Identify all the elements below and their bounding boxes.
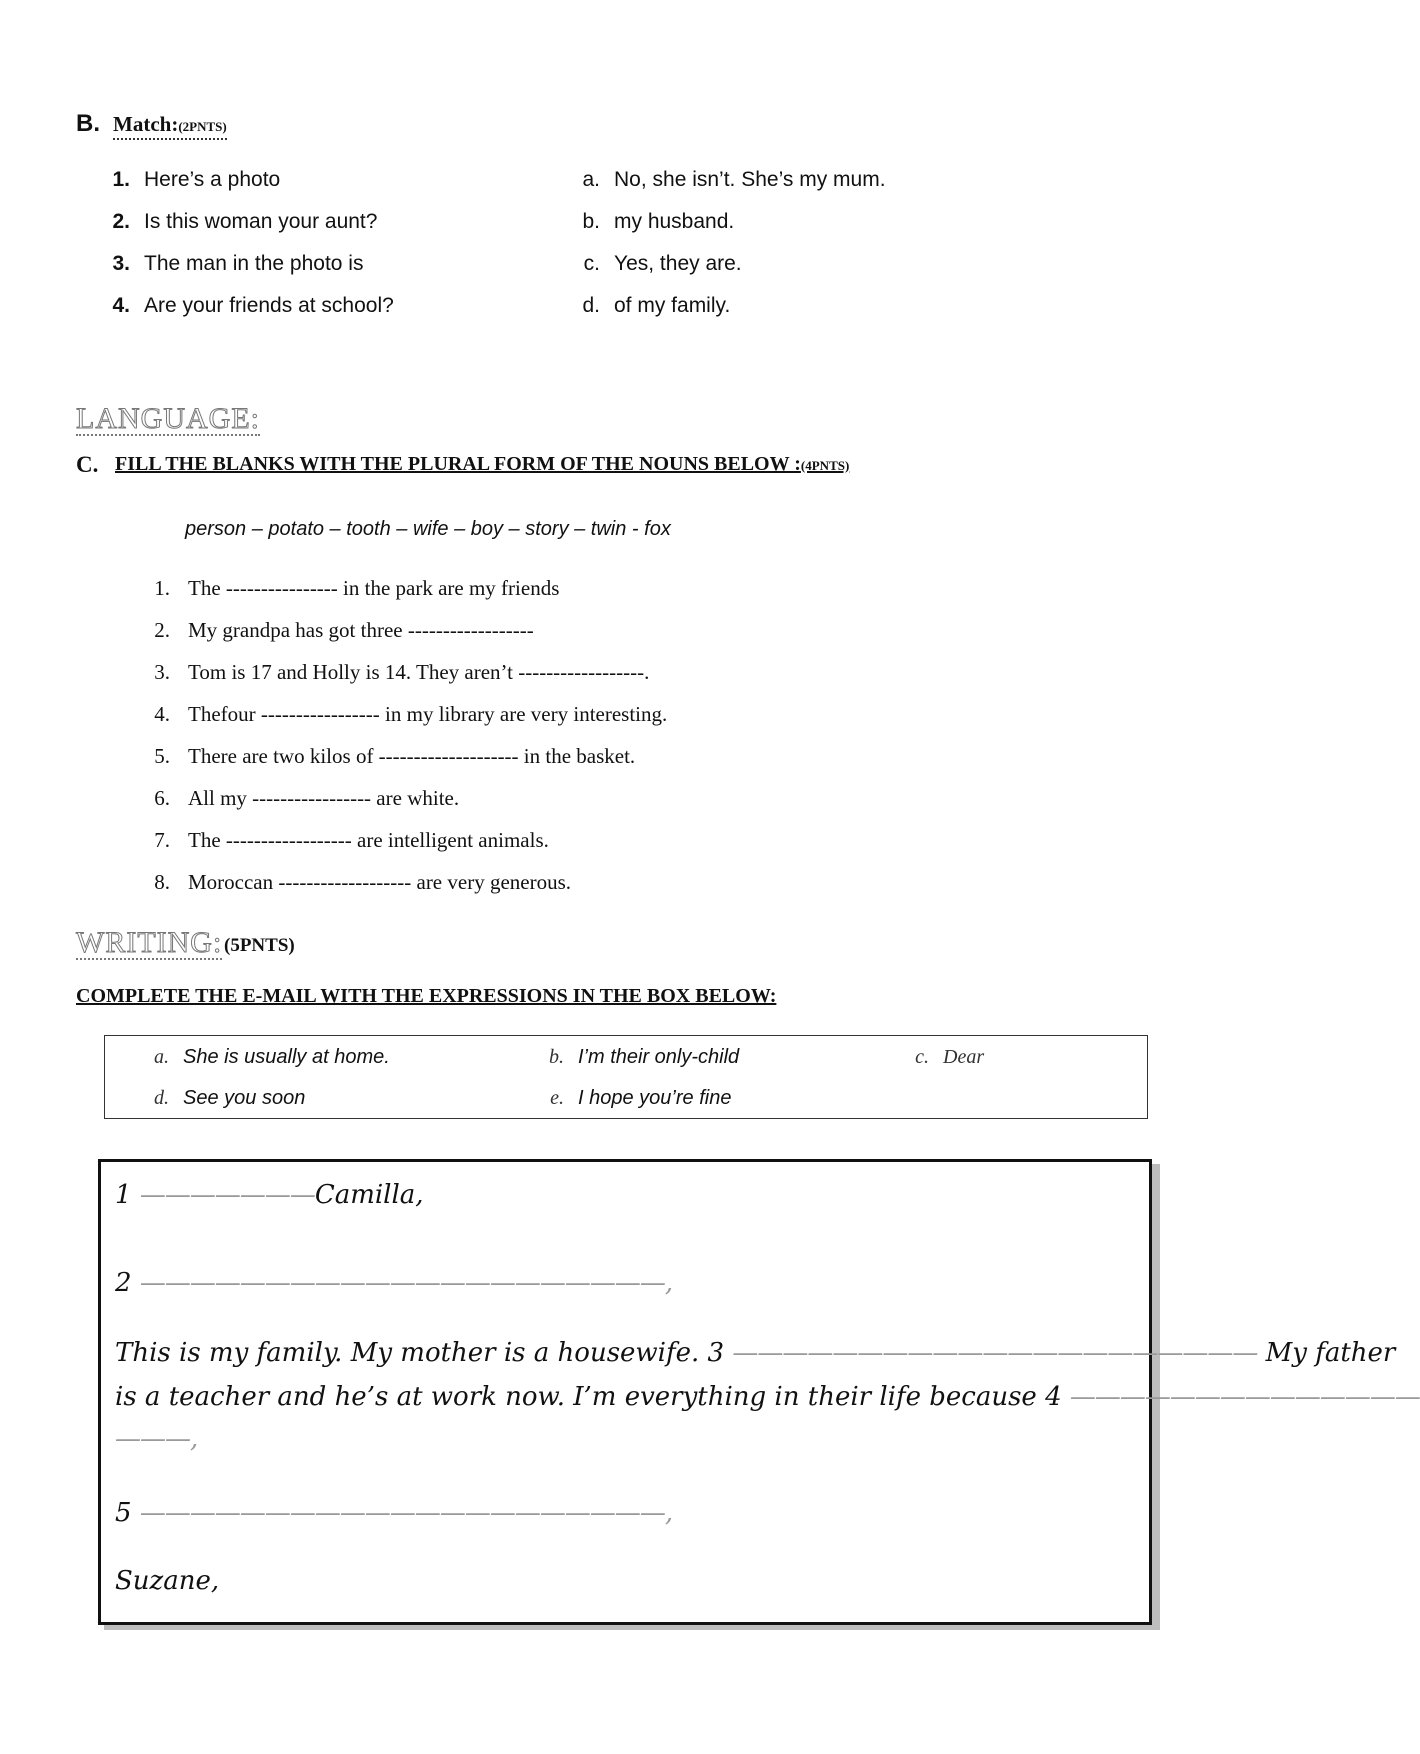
expression-text: Dear (943, 1046, 985, 1068)
list-item (580, 168, 1020, 210)
section-c-title (115, 453, 849, 476)
blank-line: ——————— (139, 1180, 315, 1210)
item-number: 1. (154, 576, 170, 600)
item-text: of my family. (614, 294, 731, 317)
blank-line: ———, (115, 1424, 198, 1454)
match-right-column (580, 168, 1020, 336)
blank-line: —————————————————————, (139, 1498, 673, 1528)
list-item (100, 252, 520, 294)
email-line-6 (115, 1498, 672, 1528)
expression-text: I hope you’re fine (578, 1087, 732, 1109)
expression-text: She is usually at home. (183, 1046, 390, 1068)
email-line-2 (115, 1268, 672, 1298)
item-text: my husband. (614, 210, 735, 233)
list-item (140, 702, 1040, 744)
blank-number: 1 (115, 1180, 132, 1210)
email-text: is a teacher and he’s at work now. I’m everything in their life because 4 (115, 1382, 1062, 1412)
item-text: My grandpa has got three ------------------ (188, 618, 534, 642)
item-text: Is this woman your aunt? (144, 210, 378, 233)
section-b-points: (2PNTS) (178, 119, 227, 134)
match-left-column (100, 168, 520, 336)
blank-line: ————————————————————— (732, 1338, 1258, 1368)
list-item (140, 786, 1040, 828)
list-item (580, 210, 1020, 252)
list-item (140, 660, 1040, 702)
email-recipient: Camilla, (314, 1180, 424, 1210)
item-number: 5. (154, 744, 170, 768)
email-text: This is my family. My mother is a housewife. 3 (115, 1338, 725, 1368)
expression-item (145, 1046, 390, 1069)
expression-item (540, 1046, 739, 1069)
item-text: The man in the photo is (144, 252, 364, 275)
email-box (98, 1159, 1420, 1625)
item-number: 8. (154, 870, 170, 894)
expression-letter: d. (154, 1087, 169, 1109)
list-item (140, 870, 1040, 912)
blank-number: 5 (115, 1498, 132, 1528)
item-letter: a. (582, 168, 600, 191)
section-b-title-text: Match: (113, 112, 179, 136)
list-item (580, 252, 1020, 294)
item-text: The ---------------- in the park are my friends (188, 576, 560, 600)
item-number: 3. (112, 252, 130, 275)
writing-points: (5PNTS) (224, 935, 295, 956)
item-number: 4. (154, 702, 170, 726)
writing-instruction: COMPLETE THE E-MAIL WITH THE EXPRESSIONS IN THE BOX BELOW: (76, 985, 777, 1007)
item-text: Are your friends at school? (144, 294, 394, 317)
item-text: Tom is 17 and Holly is 14. They aren’t ------------------. (188, 660, 650, 684)
section-b-title (113, 113, 227, 140)
email-line-3 (115, 1338, 1395, 1368)
item-number: 7. (154, 828, 170, 852)
item-number: 1. (112, 168, 130, 191)
expression-box (104, 1035, 1148, 1119)
item-text: Thefour ----------------- in my library are very interesting. (188, 702, 668, 726)
blank-number: 2 (115, 1268, 132, 1298)
expression-letter: b. (549, 1046, 564, 1068)
sentence-list (140, 576, 1040, 912)
section-c-title-text: FILL THE BLANKS WITH THE PLURAL FORM OF THE NOUNS BELOW : (115, 453, 801, 475)
expression-letter: a. (154, 1046, 169, 1068)
email-line-4 (115, 1382, 1420, 1412)
blank-line: —————————————————————, (139, 1268, 673, 1298)
item-text: Here’s a photo (144, 168, 281, 191)
list-item (140, 744, 1040, 786)
list-item (580, 294, 1020, 336)
item-number: 6. (154, 786, 170, 810)
item-letter: b. (582, 210, 600, 233)
item-text: The ------------------ are intelligent animals. (188, 828, 549, 852)
item-number: 3. (154, 660, 170, 684)
section-b-letter: B. (76, 110, 100, 137)
item-number: 2. (154, 618, 170, 642)
section-c-points: (4PNTS) (800, 458, 850, 473)
expression-item (540, 1087, 731, 1110)
item-number: 2. (112, 210, 130, 233)
list-item (100, 168, 520, 210)
language-heading: LANGUAGE: (76, 402, 260, 435)
expression-letter: c. (915, 1046, 929, 1068)
expression-text: I’m their only-child (578, 1046, 740, 1068)
item-letter: c. (583, 252, 600, 275)
section-c-letter: C. (76, 452, 99, 477)
item-text: Yes, they are. (614, 252, 742, 275)
item-number: 4. (112, 294, 130, 317)
item-text: Moroccan ------------------- are very generous. (188, 870, 572, 894)
email-line-5 (115, 1424, 197, 1454)
list-item (140, 828, 1040, 870)
blank-line: —————————————— (1069, 1382, 1420, 1412)
writing-heading: WRITING: (76, 926, 223, 959)
noun-list: person – potato – tooth – wife – boy – story – twin - fox (185, 518, 671, 540)
expression-letter: e. (550, 1087, 564, 1109)
list-item (100, 210, 520, 252)
email-signature: Suzane, (115, 1566, 220, 1596)
list-item (140, 618, 1040, 660)
item-text: There are two kilos of -------------------- in the basket. (188, 744, 636, 768)
list-item (100, 294, 520, 336)
email-greeting-line (115, 1180, 424, 1210)
expression-item (905, 1046, 984, 1069)
item-text: All my ----------------- are white. (188, 786, 460, 810)
email-text: My father (1265, 1338, 1396, 1368)
item-letter: d. (582, 294, 600, 317)
expression-text: See you soon (183, 1087, 306, 1109)
expression-item (145, 1087, 305, 1110)
list-item (140, 576, 1040, 618)
item-text: No, she isn’t. She’s my mum. (614, 168, 886, 191)
